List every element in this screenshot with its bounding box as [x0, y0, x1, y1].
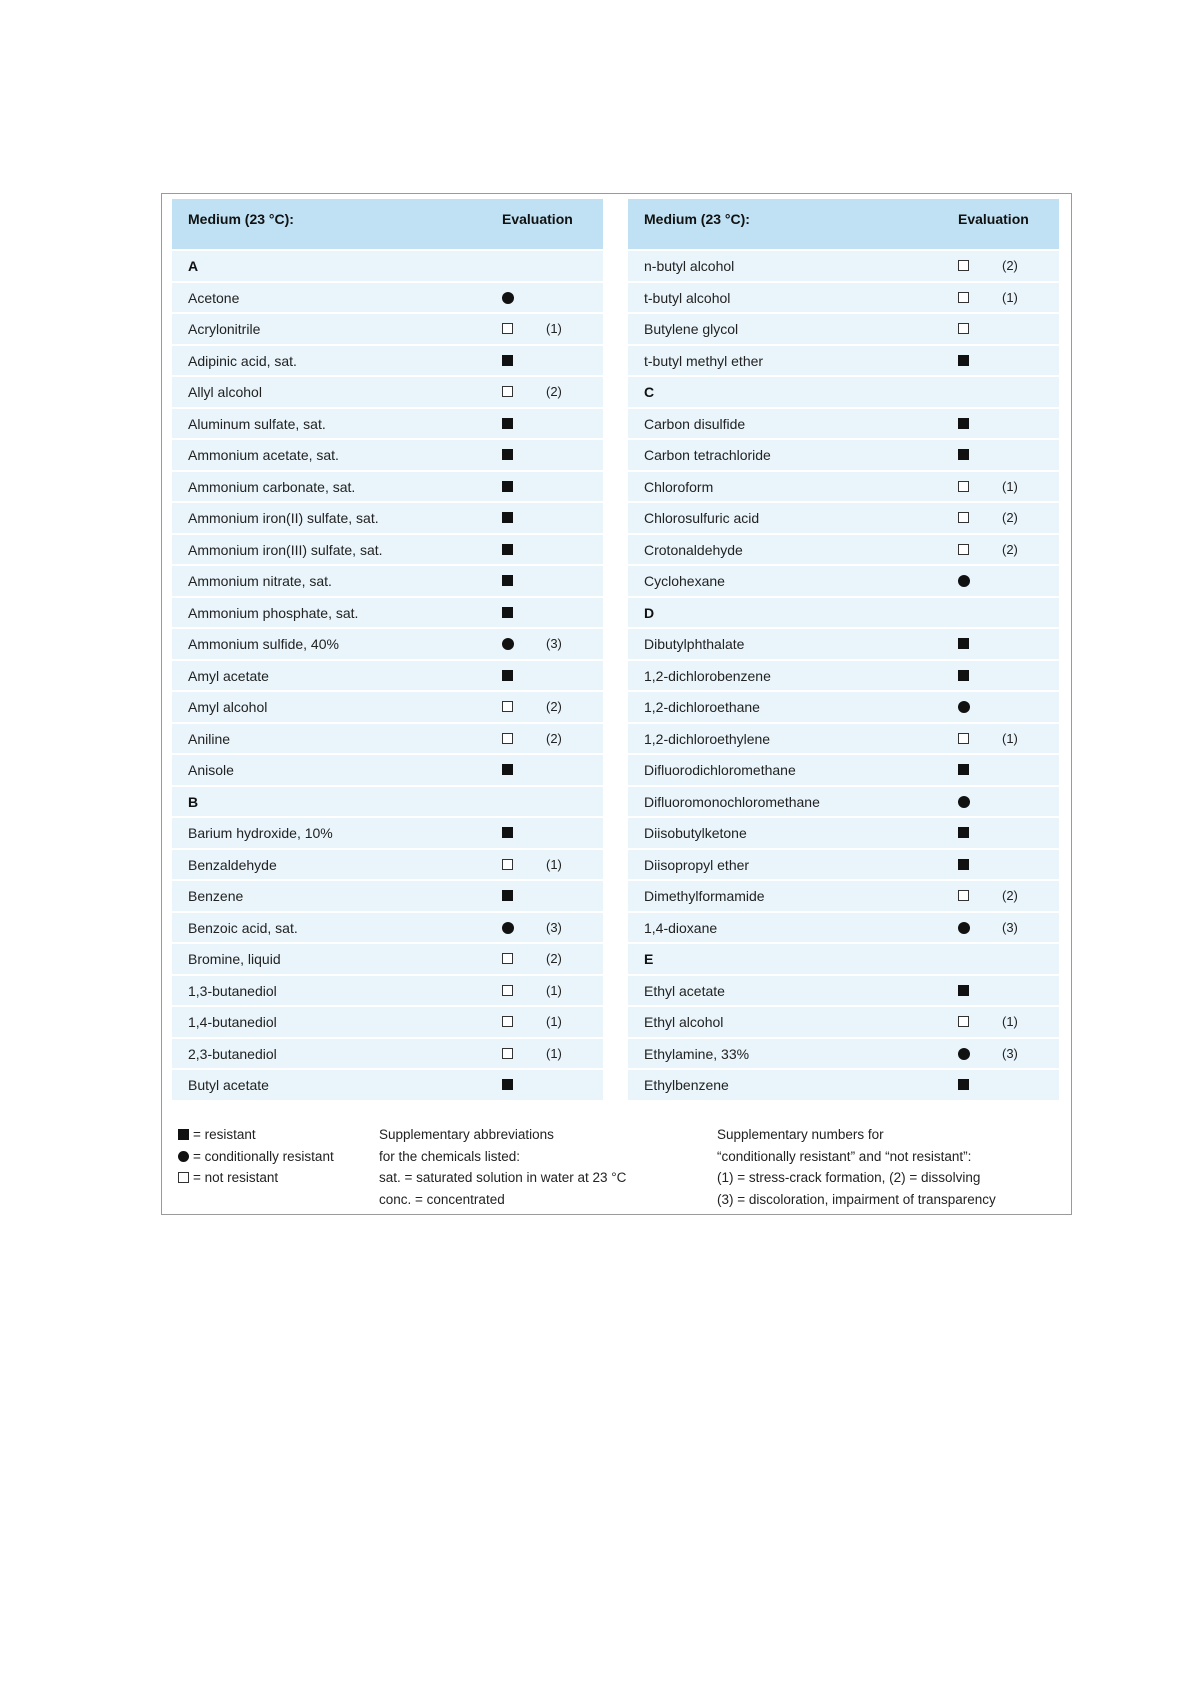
filled-square-icon [958, 418, 969, 429]
table-row [172, 566, 603, 596]
filled-square-icon [502, 890, 513, 901]
filled-square-icon [502, 449, 513, 460]
abbreviations-line: sat. = saturated solution in water at 23 °C [379, 1170, 627, 1185]
numbers-line: “conditionally resistant” and “not resistant”: [717, 1148, 972, 1164]
empty-square-icon [958, 481, 969, 492]
table-row [628, 1039, 1059, 1069]
medium-name: Diisobutylketone [644, 825, 747, 841]
filled-circle-icon [958, 796, 970, 808]
evaluation-note: (2) [546, 951, 562, 966]
table-row [172, 881, 603, 911]
filled-square-icon [958, 355, 969, 366]
table-row [628, 818, 1059, 848]
filled-square-icon [958, 449, 969, 460]
table-row [628, 283, 1059, 313]
empty-square-icon [502, 386, 513, 397]
filled-square-icon [958, 670, 969, 681]
medium-name: Ammonium iron(II) sulfate, sat. [188, 510, 379, 526]
filled-square-icon [502, 544, 513, 555]
table-row [172, 377, 603, 407]
filled-square-icon [502, 481, 513, 492]
filled-circle-icon [502, 638, 514, 650]
legend-resistant [178, 1124, 334, 1146]
medium-name: 1,2-dichlorobenzene [644, 667, 771, 684]
empty-square-icon [958, 512, 969, 523]
filled-square-icon [502, 607, 513, 618]
filled-square-icon [178, 1129, 189, 1140]
medium-name: 1,3-butanediol [188, 982, 277, 999]
right-table [628, 199, 1059, 1102]
table-row [172, 314, 603, 344]
medium-name: Aniline [188, 730, 231, 747]
medium-name: Ammonium acetate, sat. [188, 447, 339, 463]
table-row [172, 755, 603, 785]
medium-name: Carbon disulfide [644, 415, 746, 432]
medium-name: 1,2-dichloroethane [644, 699, 760, 715]
medium-name: Carbon tetrachloride [644, 447, 771, 463]
numbers-note [717, 1124, 996, 1210]
legend-conditional [178, 1146, 334, 1168]
medium-name: Amyl alcohol [188, 699, 268, 715]
evaluation-note: (2) [546, 730, 562, 746]
section-row [628, 377, 1059, 407]
evaluation-note: (2) [1002, 258, 1018, 273]
table-row [628, 850, 1059, 880]
section-letter: E [644, 951, 654, 967]
legend-resistant-label: = resistant [193, 1127, 256, 1142]
table-row [628, 535, 1059, 565]
medium-name: 1,4-dioxane [644, 919, 718, 936]
medium-name: Ammonium carbonate, sat. [188, 478, 356, 495]
empty-square-icon [502, 953, 513, 964]
empty-square-icon [958, 1016, 969, 1027]
table-row [628, 472, 1059, 502]
section-letter: B [188, 793, 199, 810]
table-row [172, 472, 603, 502]
filled-square-icon [958, 638, 969, 649]
medium-name: Difluorodichloromethane [644, 762, 796, 778]
filled-square-icon [958, 859, 969, 870]
table-row [172, 409, 603, 439]
medium-name: Benzoic acid, sat. [188, 919, 298, 936]
table-row [172, 503, 603, 533]
medium-name: t-butyl methyl ether [644, 352, 764, 369]
table-row [628, 755, 1059, 785]
empty-square-icon [502, 859, 513, 870]
table-row [172, 1039, 603, 1069]
medium-name: Ethyl alcohol [644, 1014, 724, 1030]
evaluation-note: (1) [1002, 1014, 1018, 1029]
evaluation-note: (1) [546, 1014, 562, 1029]
filled-square-icon [502, 512, 513, 523]
evaluation-column-header: Evaluation [958, 211, 1029, 227]
empty-square-icon [502, 323, 513, 334]
medium-name: Benzene [188, 888, 244, 904]
medium-column-header: Medium (23 °C): [644, 211, 750, 227]
medium-name: Dibutylphthalate [644, 636, 745, 652]
abbreviations-note [379, 1124, 626, 1210]
table-row [172, 913, 603, 943]
medium-column-header: Medium (23 °C): [188, 211, 294, 227]
filled-square-icon [958, 985, 969, 996]
medium-name: Ethylamine, 33% [644, 1045, 750, 1062]
section-row [628, 944, 1059, 974]
table-row [628, 787, 1059, 817]
empty-square-icon [958, 544, 969, 555]
filled-circle-icon [958, 922, 970, 934]
abbreviations-line: Supplementary abbreviations [379, 1127, 554, 1142]
filled-square-icon [958, 1079, 969, 1090]
medium-name: Acrylonitrile [188, 321, 261, 337]
table-row [628, 409, 1059, 439]
evaluation-note: (2) [546, 384, 562, 399]
evaluation-note: (1) [1002, 289, 1018, 305]
section-row [628, 598, 1059, 628]
medium-name: Dimethylformamide [644, 888, 765, 904]
medium-name: Amyl acetate [188, 667, 269, 684]
evaluation-note: (3) [1002, 1045, 1018, 1061]
empty-square-icon [178, 1172, 189, 1183]
section-row [172, 787, 603, 817]
table-row [628, 346, 1059, 376]
filled-square-icon [958, 827, 969, 838]
left-table [172, 199, 603, 1102]
filled-square-icon [502, 670, 513, 681]
table-row [172, 1070, 603, 1100]
empty-square-icon [958, 292, 969, 303]
symbol-legend [178, 1124, 334, 1189]
table-row [628, 1007, 1059, 1037]
evaluation-note: (1) [546, 856, 562, 872]
table-row [172, 440, 603, 470]
legend-conditional-label: = conditionally resistant [193, 1148, 334, 1164]
table-row [628, 881, 1059, 911]
medium-name: Ammonium iron(III) sulfate, sat. [188, 541, 383, 558]
table-row [628, 566, 1059, 596]
medium-name: Allyl alcohol [188, 384, 262, 400]
medium-name: Ammonium sulfide, 40% [188, 636, 339, 652]
filled-square-icon [502, 764, 513, 775]
numbers-line: (3) = discoloration, impairment of transparency [717, 1191, 996, 1207]
table-row [172, 283, 603, 313]
evaluation-note: (1) [546, 982, 562, 998]
medium-name: Butylene glycol [644, 321, 739, 337]
medium-name: Diisopropyl ether [644, 856, 750, 873]
evaluation-note: (2) [1002, 541, 1018, 557]
empty-square-icon [958, 260, 969, 271]
table-row [628, 661, 1059, 691]
empty-square-icon [502, 701, 513, 712]
medium-name: t-butyl alcohol [644, 289, 731, 306]
evaluation-column-header: Evaluation [502, 211, 573, 227]
left-table-body [172, 251, 603, 1100]
filled-circle-icon [958, 1048, 970, 1060]
filled-square-icon [502, 1079, 513, 1090]
medium-name: Aluminum sulfate, sat. [188, 415, 326, 432]
table-row [628, 692, 1059, 722]
medium-name: Ethyl acetate [644, 982, 725, 999]
table-row [628, 440, 1059, 470]
medium-name: Cyclohexane [644, 573, 725, 589]
table-row [172, 346, 603, 376]
filled-square-icon [502, 827, 513, 838]
table-row [172, 535, 603, 565]
empty-square-icon [502, 985, 513, 996]
empty-square-icon [502, 1016, 513, 1027]
section-letter: C [644, 384, 655, 400]
legend-not-label: = not resistant [193, 1170, 279, 1185]
medium-name: 1,2-dichloroethylene [644, 730, 771, 747]
evaluation-note: (1) [1002, 478, 1018, 494]
filled-circle-icon [958, 575, 970, 587]
filled-square-icon [958, 764, 969, 775]
medium-name: n-butyl alcohol [644, 258, 735, 274]
evaluation-note: (1) [546, 1045, 562, 1061]
table-row [172, 818, 603, 848]
table-row [628, 251, 1059, 281]
medium-name: Ethylbenzene [644, 1077, 729, 1093]
filled-circle-icon [502, 292, 514, 304]
table-row [172, 850, 603, 880]
abbreviations-line: for the chemicals listed: [379, 1148, 521, 1164]
table-row [172, 976, 603, 1006]
section-row [172, 251, 603, 281]
medium-name: Adipinic acid, sat. [188, 352, 297, 369]
filled-circle-icon [502, 922, 514, 934]
filled-square-icon [502, 418, 513, 429]
table-row [628, 503, 1059, 533]
table-row [172, 692, 603, 722]
table-row [172, 724, 603, 754]
table-row [172, 629, 603, 659]
right-table-body [628, 251, 1059, 1100]
medium-name: Ammonium phosphate, sat. [188, 604, 359, 621]
medium-name: Anisole [188, 762, 234, 778]
evaluation-note: (1) [546, 321, 562, 336]
table-row [172, 944, 603, 974]
empty-square-icon [502, 1048, 513, 1059]
filled-circle-icon [958, 701, 970, 713]
evaluation-note: (2) [1002, 510, 1018, 525]
empty-square-icon [958, 323, 969, 334]
medium-name: Ammonium nitrate, sat. [188, 573, 332, 589]
table-row [172, 1007, 603, 1037]
table-row [628, 976, 1059, 1006]
empty-square-icon [502, 733, 513, 744]
table-row [628, 1070, 1059, 1100]
numbers-line: Supplementary numbers for [717, 1127, 884, 1142]
evaluation-note: (3) [1002, 919, 1018, 935]
evaluation-note: (3) [546, 636, 562, 651]
legend-not [178, 1167, 334, 1189]
evaluation-note: (1) [1002, 730, 1018, 746]
filled-circle-icon [178, 1151, 189, 1162]
filled-square-icon [502, 355, 513, 366]
medium-name: Benzaldehyde [188, 856, 277, 873]
empty-square-icon [958, 733, 969, 744]
medium-name: Chloroform [644, 478, 714, 495]
medium-name: Bromine, liquid [188, 951, 281, 967]
medium-name: 2,3-butanediol [188, 1045, 277, 1062]
medium-name: Butyl acetate [188, 1077, 269, 1093]
medium-name: Chlorosulfuric acid [644, 510, 760, 526]
evaluation-note: (2) [1002, 888, 1018, 903]
section-letter: A [188, 258, 199, 274]
empty-square-icon [958, 890, 969, 901]
medium-name: Barium hydroxide, 10% [188, 825, 333, 841]
medium-name: Crotonaldehyde [644, 541, 743, 558]
abbreviations-line: conc. = concentrated [379, 1191, 505, 1207]
table-row [628, 314, 1059, 344]
filled-square-icon [502, 575, 513, 586]
table-row [172, 598, 603, 628]
left-table-header [172, 199, 603, 249]
numbers-line: (1) = stress-crack formation, (2) = dissolving [717, 1170, 981, 1185]
evaluation-note: (3) [546, 919, 562, 935]
table-row [628, 913, 1059, 943]
medium-name: Acetone [188, 289, 240, 306]
table-row [172, 661, 603, 691]
medium-name: 1,4-butanediol [188, 1014, 277, 1030]
table-row [628, 629, 1059, 659]
medium-name: Difluoromonochloromethane [644, 793, 820, 810]
evaluation-note: (2) [546, 699, 562, 714]
section-letter: D [644, 604, 655, 621]
table-row [628, 724, 1059, 754]
right-table-header [628, 199, 1059, 249]
